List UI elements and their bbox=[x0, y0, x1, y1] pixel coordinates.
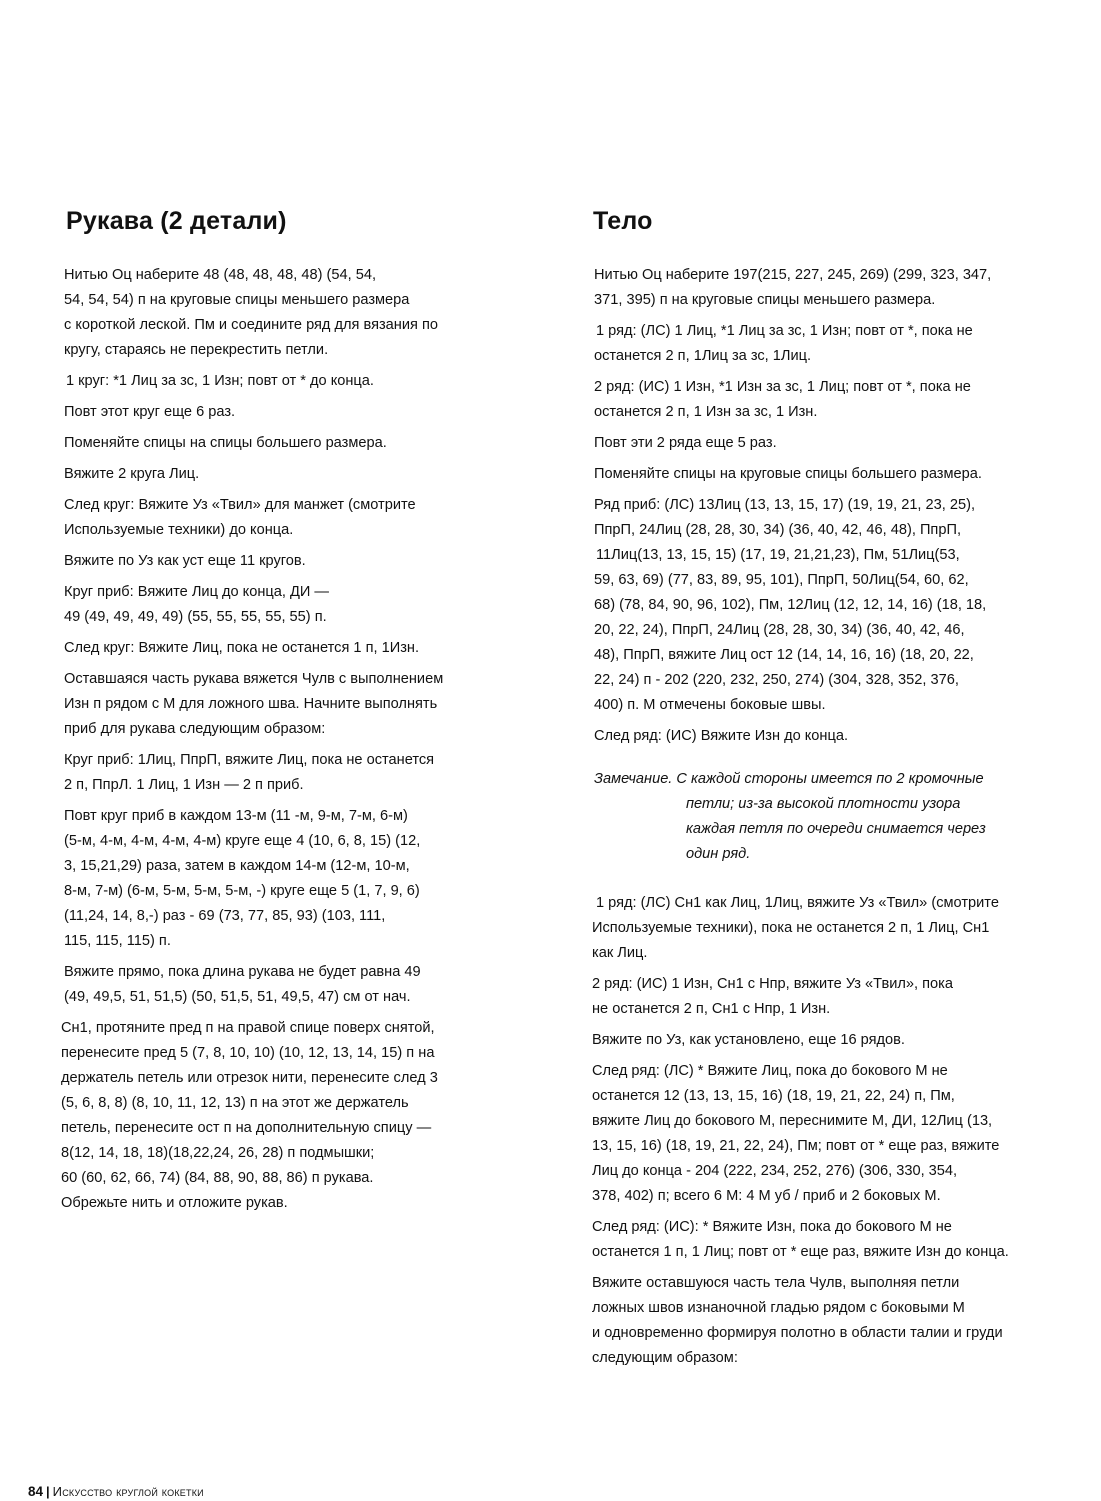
footer-separator: | bbox=[46, 1484, 50, 1499]
body-line-37: Вяжите оставшуюся часть тела Чулв, выполняя петли bbox=[592, 1275, 960, 1291]
body-line-8: Поменяйте спицы на круговые спицы большего размера. bbox=[594, 466, 982, 482]
sleeves-line-11: Вяжите по Уз как уст еще 11 кругов. bbox=[64, 553, 306, 569]
body-line-22: один ряд. bbox=[686, 846, 751, 862]
body-line-31: вяжите Лиц до бокового М, переснимите М, ДИ, 12Лиц (13, bbox=[592, 1113, 993, 1129]
sleeves-line-30: держатель петель или отрезок нити, перенесите след 3 bbox=[61, 1070, 438, 1086]
body-line-11: 11Лиц(13, 13, 15, 15) (17, 19, 21,21,23), Пм, 51Лиц(53, bbox=[596, 547, 960, 563]
sleeves-line-17: приб для рукава следующим образом: bbox=[64, 721, 326, 737]
sleeves-line-6: Повт этот круг еще 6 раз. bbox=[64, 404, 236, 420]
sleeves-line-20: Повт круг приб в каждом 13-м (11 -м, 9-м, 7-м, 6-м) bbox=[64, 808, 408, 824]
sleeves-line-7: Поменяйте спицы на спицы большего размера. bbox=[64, 435, 387, 451]
body-line-35: След ряд: (ИС): * Вяжите Изн, пока до бокового М не bbox=[592, 1219, 952, 1235]
sleeves-line-10: Используемые техники) до конца. bbox=[64, 522, 294, 538]
body-line-32: 13, 15, 16) (18, 19, 21, 22, 24), Пм; повт от * еще раз, вяжите bbox=[592, 1138, 1000, 1154]
body-line-21: каждая петля по очереди снимается через bbox=[686, 821, 986, 837]
sleeves-heading: Рукава (2 детали) bbox=[66, 207, 287, 235]
sleeves-line-26: Вяжите прямо, пока длина рукава не будет равна 49 bbox=[64, 964, 421, 980]
sleeves-line-33: 8(12, 14, 18, 18)(18,22,24, 26, 28) п подмышки; bbox=[61, 1145, 375, 1161]
body-line-34: 378, 402) п; всего 6 М: 4 М уб / приб и 2 боковых М. bbox=[592, 1188, 941, 1204]
body-line-38: ложных швов изнаночной гладью рядом с боковыми М bbox=[592, 1300, 965, 1316]
body-line-24: Используемые техники), пока не останется 2 п, 1 Лиц, Сн1 bbox=[592, 920, 990, 936]
sleeves-line-28: Сн1, протяните пред п на правой спице поверх снятой, bbox=[61, 1020, 435, 1036]
body-line-25: как Лиц. bbox=[592, 945, 648, 961]
sleeves-line-25: 115, 115, 115) п. bbox=[64, 933, 171, 949]
sleeves-line-34: 60 (60, 62, 66, 74) (84, 88, 90, 88, 86) п рукава. bbox=[61, 1170, 374, 1186]
sleeves-line-3: с короткой леской. Пм и соедините ряд для вязания по bbox=[64, 317, 438, 333]
body-line-18: След ряд: (ИС) Вяжите Изн до конца. bbox=[594, 728, 849, 744]
body-line-12: 59, 63, 69) (77, 83, 89, 95, 101), ПпрП, 50Лиц(54, 60, 62, bbox=[594, 572, 969, 588]
page-footer bbox=[28, 1484, 204, 1499]
body-line-23: 1 ряд: (ЛС) Сн1 как Лиц, 1Лиц, вяжите Уз «Твил» (смотрите bbox=[596, 895, 999, 911]
body-line-5: 2 ряд: (ИС) 1 Изн, *1 Изн за зс, 1 Лиц; повт от *, пока не bbox=[594, 379, 971, 395]
sleeves-line-1: Нитью Оц наберите 48 (48, 48, 48, 48) (54, 54, bbox=[64, 267, 376, 283]
body-heading: Тело bbox=[593, 207, 653, 235]
sleeves-line-29: перенесите пред 5 (7, 8, 10, 10) (10, 12, 13, 14, 15) п на bbox=[61, 1045, 435, 1061]
body-line-2: 371, 395) п на круговые спицы меньшего размера. bbox=[594, 292, 936, 308]
body-line-14: 20, 22, 24), ПпрП, 24Лиц (28, 28, 30, 34) (36, 40, 42, 46, bbox=[594, 622, 965, 638]
body-line-28: Вяжите по Уз, как установлено, еще 16 рядов. bbox=[592, 1032, 905, 1048]
body-line-10: ПпрП, 24Лиц (28, 28, 30, 34) (36, 40, 42, 46, 48), ПпрП, bbox=[594, 522, 961, 538]
sleeves-line-27: (49, 49,5, 51, 51,5) (50, 51,5, 51, 49,5, 47) см от нач. bbox=[64, 989, 411, 1005]
sleeves-line-9: След круг: Вяжите Уз «Твил» для манжет (смотрите bbox=[64, 497, 416, 513]
sleeves-line-4: кругу, стараясь не перекрестить петли. bbox=[64, 342, 329, 358]
body-line-20: петли; из-за высокой плотности узора bbox=[686, 796, 961, 812]
body-line-36: останется 1 п, 1 Лиц; повт от * еще раз, вяжите Изн до конца. bbox=[592, 1244, 1009, 1260]
sleeves-line-22: 3, 15,21,29) раза, затем в каждом 14-м (12-м, 10-м, bbox=[64, 858, 410, 874]
body-line-15: 48), ПпрП, вяжите Лиц ост 12 (14, 14, 16, 16) (18, 20, 22, bbox=[594, 647, 974, 663]
sleeves-line-35: Обрежьте нить и отложите рукав. bbox=[61, 1195, 288, 1211]
sleeves-line-16: Изн п рядом с М для ложного шва. Начните выполнять bbox=[64, 696, 438, 712]
sleeves-line-32: петель, перенесите ост п на дополнительную спицу — bbox=[61, 1120, 432, 1136]
sleeves-line-8: Вяжите 2 круга Лиц. bbox=[64, 466, 200, 482]
body-line-33: Лиц до конца - 204 (222, 234, 252, 276) (306, 330, 354, bbox=[592, 1163, 958, 1179]
body-line-29: След ряд: (ЛС) * Вяжите Лиц, пока до бокового М не bbox=[592, 1063, 948, 1079]
body-line-27: не останется 2 п, Сн1 с Нпр, 1 Изн. bbox=[592, 1001, 831, 1017]
sleeves-line-19: 2 п, ПпрЛ. 1 Лиц, 1 Изн — 2 п приб. bbox=[64, 777, 304, 793]
body-line-39: и одновременно формируя полотно в области талии и груди bbox=[592, 1325, 1003, 1341]
sleeves-line-5: 1 круг: *1 Лиц за зс, 1 Изн; повт от * до конца. bbox=[66, 373, 374, 389]
sleeves-line-14: След круг: Вяжите Лиц, пока не останется 1 п, 1Изн. bbox=[64, 640, 419, 656]
page-number: 84 bbox=[28, 1484, 44, 1499]
book-title: Искусство круглой кокетки bbox=[52, 1484, 204, 1499]
body-line-9: Ряд приб: (ЛС) 13Лиц (13, 13, 15, 17) (19, 19, 21, 23, 25), bbox=[594, 497, 976, 513]
body-line-17: 400) п. М отмечены боковые швы. bbox=[594, 697, 826, 713]
body-line-7: Повт эти 2 ряда еще 5 раз. bbox=[594, 435, 777, 451]
sleeves-line-2: 54, 54, 54) п на круговые спицы меньшего размера bbox=[64, 292, 410, 308]
body-line-26: 2 ряд: (ИС) 1 Изн, Сн1 с Нпр, вяжите Уз «Твил», пока bbox=[592, 976, 953, 992]
body-line-16: 22, 24) п - 202 (220, 232, 250, 274) (304, 328, 352, 376, bbox=[594, 672, 959, 688]
sleeves-line-31: (5, 6, 8, 8) (8, 10, 11, 12, 13) п на этот же держатель bbox=[61, 1095, 409, 1111]
sleeves-line-13: 49 (49, 49, 49, 49) (55, 55, 55, 55, 55) п. bbox=[64, 609, 327, 625]
body-line-6: останется 2 п, 1 Изн за зс, 1 Изн. bbox=[594, 404, 818, 420]
sleeves-line-23: 8-м, 7-м) (6-м, 5-м, 5-м, 5-м, -) круге еще 5 (1, 7, 9, 6) bbox=[64, 883, 420, 899]
body-line-30: останется 12 (13, 13, 15, 16) (18, 19, 21, 22, 24) п, Пм, bbox=[592, 1088, 955, 1104]
sleeves-line-21: (5-м, 4-м, 4-м, 4-м, 4-м) круге еще 4 (10, 6, 8, 15) (12, bbox=[64, 833, 421, 849]
body-line-13: 68) (78, 84, 90, 96, 102), Пм, 12Лиц (12, 12, 14, 16) (18, 18, bbox=[594, 597, 987, 613]
sleeves-line-18: Круг приб: 1Лиц, ПпрП, вяжите Лиц, пока не останется bbox=[64, 752, 435, 768]
body-line-3: 1 ряд: (ЛС) 1 Лиц, *1 Лиц за зс, 1 Изн; повт от *, пока не bbox=[596, 323, 973, 339]
sleeves-line-12: Круг приб: Вяжите Лиц до конца, ДИ — bbox=[64, 584, 330, 600]
body-line-4: останется 2 п, 1Лиц за зс, 1Лиц. bbox=[594, 348, 812, 364]
sleeves-line-24: (11,24, 14, 8,-) раз - 69 (73, 77, 85, 93) (103, 111, bbox=[64, 908, 386, 924]
body-line-19: Замечание. С каждой стороны имеется по 2 кромочные bbox=[594, 771, 984, 787]
body-line-40: следующим образом: bbox=[592, 1350, 738, 1366]
sleeves-line-15: Оставшаяся часть рукава вяжется Чулв с выполнением bbox=[64, 671, 444, 687]
body-line-1: Нитью Оц наберите 197(215, 227, 245, 269) (299, 323, 347, bbox=[594, 267, 992, 283]
